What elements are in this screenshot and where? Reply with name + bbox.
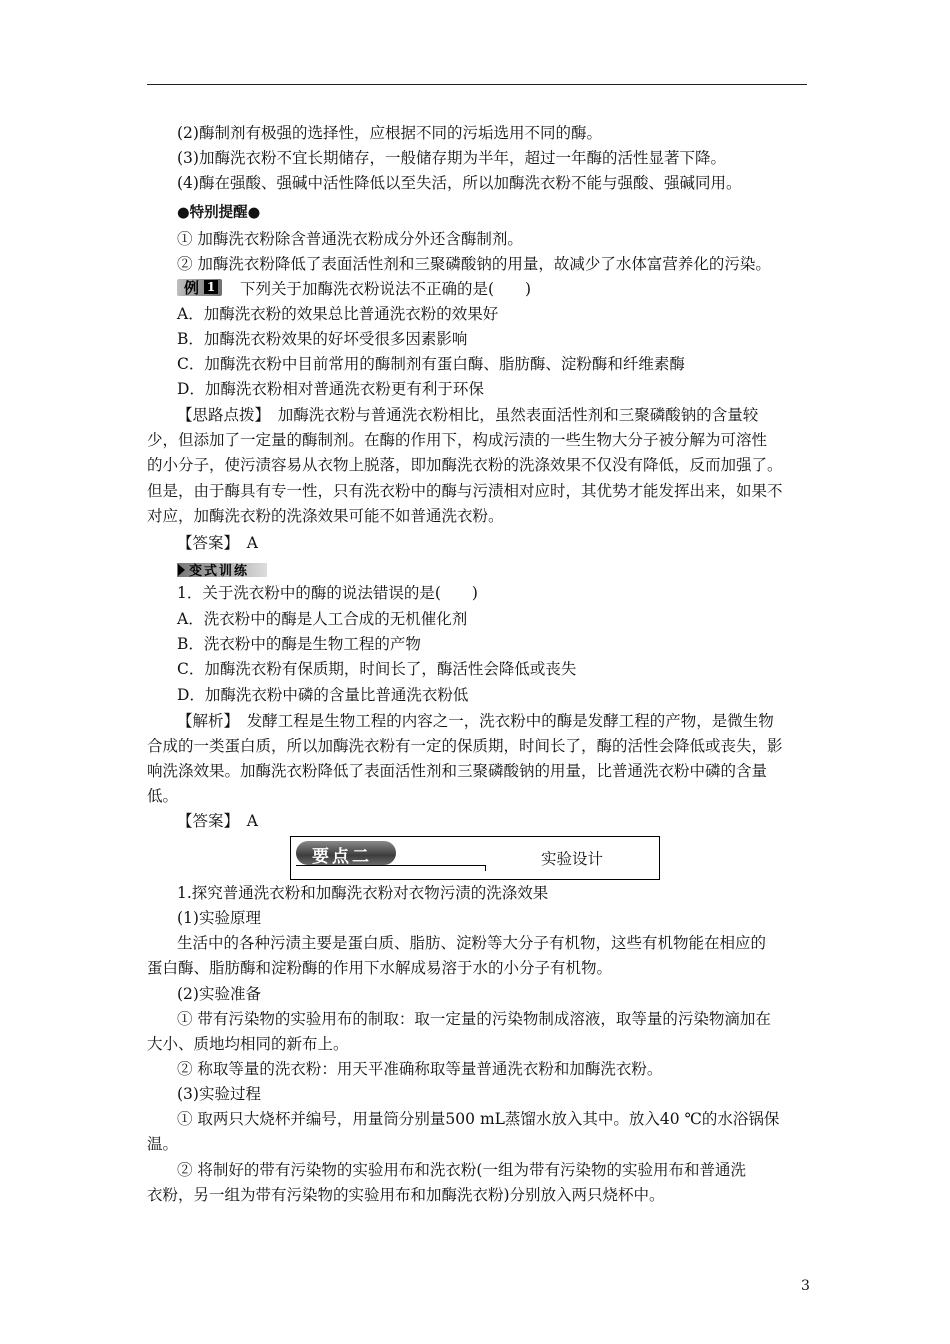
special-tip-heading: ●特别提醒●	[177, 204, 261, 221]
subsection-title: (3)实验过程	[177, 1085, 261, 1103]
training-badge-label: 变式训练	[189, 564, 250, 579]
training-question: 1．关于洗衣粉中的酶的说法错误的是( )	[177, 584, 478, 602]
example-badge-label: 例	[184, 279, 200, 297]
option-d: D．加酶洗衣粉相对普通洗衣粉更有利于环保	[177, 380, 484, 398]
analysis-line: 但是，由于酶具有专一性，只有洗衣粉中的酶与污渍相对应时，其优势才能发挥出来，如果不	[147, 482, 783, 500]
body-line: ① 带有污染物的实验用布的制取：取一定量的污染物制成溶液，取等量的污染物滴加在	[177, 1010, 771, 1028]
triangle-icon	[178, 564, 185, 576]
keypoint-badge-label: 要点二	[312, 847, 372, 867]
answer-line: 【答案】 A	[177, 534, 258, 552]
analysis-line: 响洗涤效果。加酶洗衣粉降低了表面活性剂和三聚磷酸钠的用量，比普通洗衣粉中磷的含量	[147, 762, 768, 780]
body-line: 温。	[147, 1135, 179, 1153]
text-line: (2)酶制剂有极强的选择性，应根据不同的污垢选用不同的酶。	[177, 124, 602, 142]
subsection-title: (1)实验原理	[177, 909, 261, 927]
option-d: D．加酶洗衣粉中磷的含量比普通洗衣粉低	[177, 686, 469, 704]
tip-line: ① 加酶洗衣粉除含普通洗衣粉成分外还含酶制剂。	[177, 230, 523, 248]
option-a: A．加酶洗衣粉的效果总比普通洗衣粉的效果好	[177, 305, 499, 323]
example-question: 下列关于加酶洗衣粉说法不正确的是( )	[240, 280, 532, 298]
body-line: ② 称取等量的洗衣粉：用天平准确称取等量普通洗衣粉和加酶洗衣粉。	[177, 1060, 663, 1078]
option-c: C．加酶洗衣粉有保质期，时间长了，酶活性会降低或丧失	[177, 660, 577, 678]
answer-line: 【答案】 A	[177, 812, 258, 830]
analysis-line: 低。	[147, 787, 179, 805]
analysis-line: 对应，加酶洗衣粉的洗涤效果可能不如普通洗衣粉。	[147, 507, 504, 525]
analysis-line: 少，但添加了一定量的酶制剂。在酶的作用下，构成污渍的一些生物大分子被分解为可溶性	[147, 431, 768, 449]
keypoint-badge	[296, 841, 396, 865]
page-number: 3	[801, 1278, 810, 1294]
keypoint-box	[290, 836, 660, 880]
option-c: C．加酶洗衣粉中目前常用的酶制剂有蛋白酶、脂肪酶、淀粉酶和纤维素酶	[177, 355, 685, 373]
header-rule	[147, 84, 807, 85]
body-line: 大小、质地均相同的新布上。	[147, 1035, 349, 1053]
option-a: A．洗衣粉中的酶是人工合成的无机催化剂	[177, 610, 468, 628]
option-b: B．加酶洗衣粉效果的好坏受很多因素影响	[177, 330, 468, 348]
analysis-line: 【解析】 发酵工程是生物工程的内容之一，洗衣粉中的酶是发酵工程的产物，是微生物	[177, 712, 774, 730]
analysis-line: 的小分子，使污渍容易从衣物上脱落，即加酶洗衣粉的洗涤效果不仅没有降低，反而加强了。	[147, 456, 783, 474]
option-b: B．洗衣粉中的酶是生物工程的产物	[177, 635, 421, 653]
body-line: 衣粉，另一组为带有污染物的实验用布和加酶洗衣粉)分别放入两只烧杯中。	[147, 1186, 665, 1204]
body-line: ① 取两只大烧杯并编号，用量筒分别量500 mL蒸馏水放入其中。放入40 ℃的水浴锅保	[177, 1110, 780, 1128]
keypoint-divider	[296, 865, 486, 871]
text-line: (4)酶在强酸、强碱中活性降低以至失活，所以加酶洗衣粉不能与强酸、强碱同用。	[177, 174, 742, 192]
training-badge	[177, 563, 267, 577]
keypoint-title: 实验设计	[541, 850, 604, 868]
text-line: (3)加酶洗衣粉不宜长期储存，一般储存期为半年，超过一年酶的活性显著下降。	[177, 149, 726, 167]
body-line: 蛋白酶、脂肪酶和淀粉酶的作用下水解成易溶于水的小分子有机物。	[147, 959, 613, 977]
analysis-line: 合成的一类蛋白质，所以加酶洗衣粉有一定的保质期，时间长了，酶的活性会降低或丧失，影	[147, 737, 783, 755]
body-line: 生活中的各种污渍主要是蛋白质、脂肪、淀粉等大分子有机物，这些有机物能在相应的	[177, 934, 767, 952]
analysis-line: 【思路点拨】 加酶洗衣粉与普通洗衣粉相比，虽然表面活性剂和三聚磷酸钠的含量较	[177, 406, 759, 424]
example-badge-number: 1	[204, 280, 218, 294]
experiment-heading: 1.探究普通洗衣粉和加酶洗衣粉对衣物污渍的洗涤效果	[177, 884, 549, 902]
body-line: ② 将制好的带有污染物的实验用布和洗衣粉(一组为带有污染物的实验用布和普通洗	[177, 1161, 746, 1179]
subsection-title: (2)实验准备	[177, 985, 261, 1003]
example-badge	[177, 279, 222, 296]
tip-line: ② 加酶洗衣粉降低了表面活性剂和三聚磷酸钠的用量，故减少了水体富营养化的污染。	[177, 255, 771, 273]
